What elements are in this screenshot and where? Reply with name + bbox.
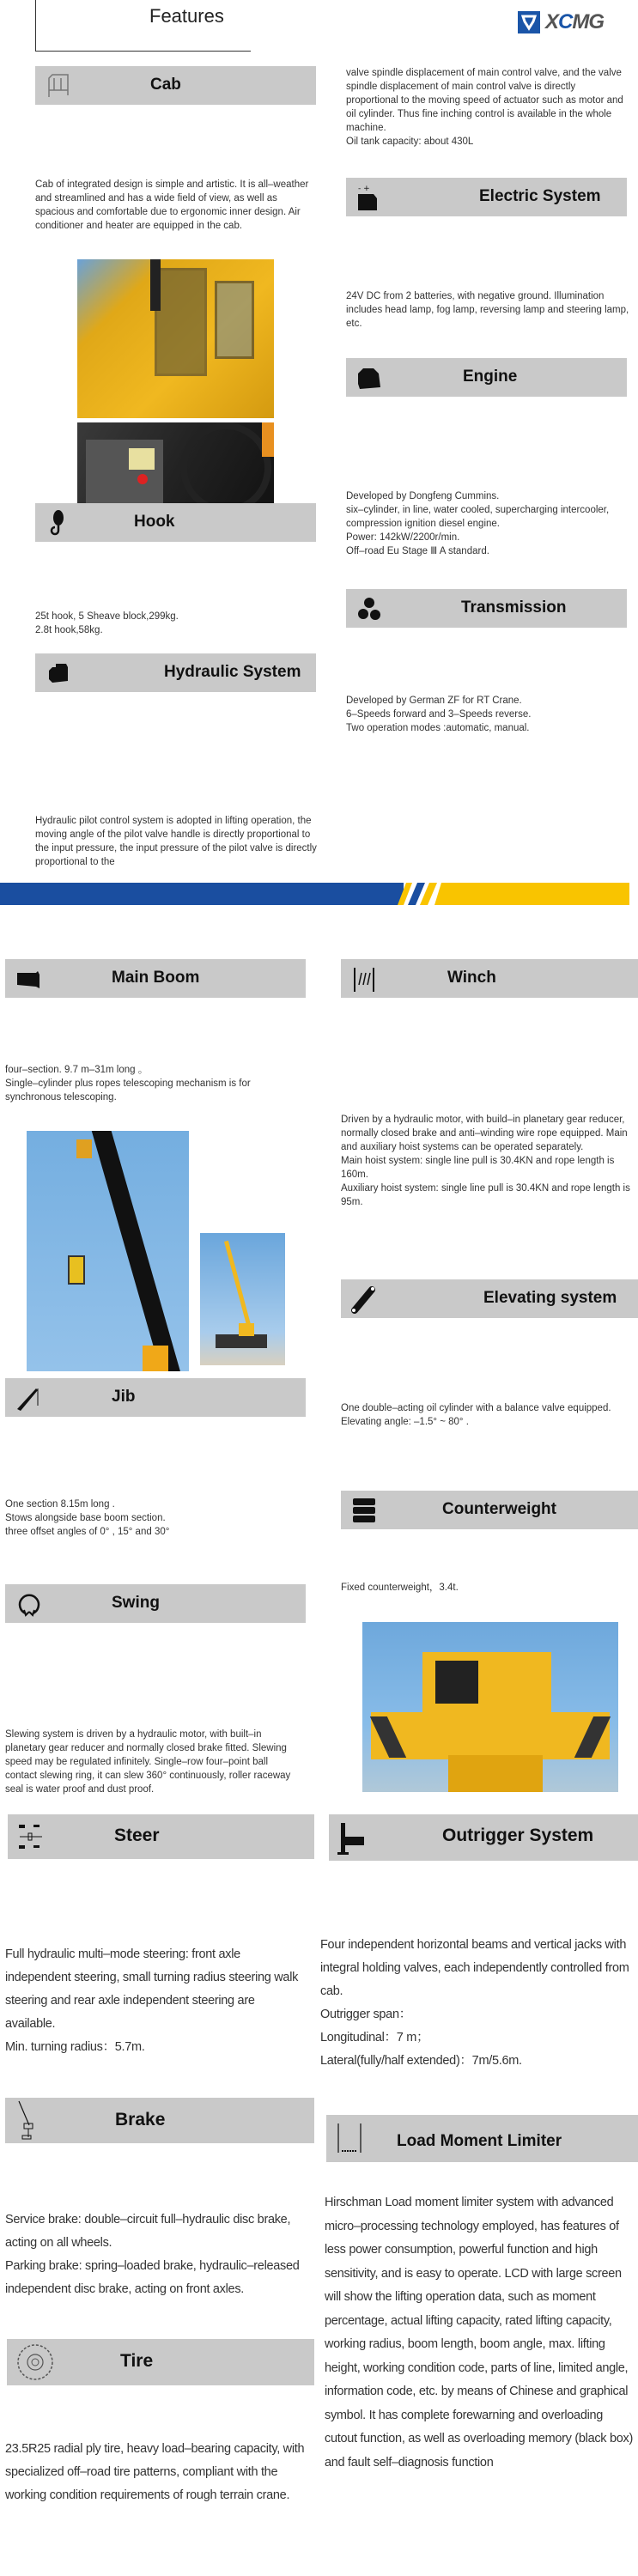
stripe-blue	[0, 883, 404, 905]
jib-line: Stows alongside base boom section.	[5, 1513, 166, 1523]
section-header-elevating	[341, 1279, 638, 1318]
outrigger-description	[320, 1934, 638, 2073]
jib-line: three offset angles of 0° , 15° and 30°	[5, 1527, 170, 1537]
cab-exterior-photo	[77, 259, 274, 418]
brake-description	[5, 2208, 314, 2301]
elevating-description	[341, 1401, 638, 1429]
section-header-counterweight	[341, 1491, 638, 1529]
section-title-cab: Cab	[150, 76, 181, 94]
hook-icon	[44, 508, 73, 538]
section-header-swing	[5, 1584, 306, 1623]
swing-description: Slewing system is driven by a hydraulic motor, with built–in planetary gear reducer and normally closed brake fitted. Slewing speed may be regulated infinitely. Single–row four–point ball contact slewing ring, it can slew 360° continuously, roller raceway seal is water proof and dust proof.	[5, 1729, 291, 1795]
elevating-line: Elevating angle: –1.5° ~ 80° .	[341, 1417, 469, 1427]
section-header-hook	[35, 503, 316, 542]
cylinder-icon	[349, 1285, 379, 1314]
section-header-transmission	[346, 589, 627, 628]
main-boom-photo	[27, 1131, 189, 1371]
lml-icon	[335, 2122, 364, 2156]
jib-description	[5, 1498, 301, 1539]
hydraulic-description-continued	[346, 66, 629, 149]
hydraulic-pump-icon	[44, 659, 73, 688]
section-title-main-boom: Main Boom	[112, 969, 200, 987]
section-header-main-boom	[5, 959, 306, 998]
engine-line: Power: 142kW/2200r/min.	[346, 532, 460, 543]
outrigger-line: Lateral(fully/half extended)：7m/5.6m.	[320, 2054, 522, 2068]
tire-description: 23.5R25 radial ply tire, heavy load–bearing capacity, with specialized off–road tire patterns, compliant with the working condition requirements of rough terrain crane.	[5, 2442, 305, 2502]
counterweight-photo	[362, 1622, 618, 1792]
jib-line: One section 8.15m long .	[5, 1499, 115, 1510]
main-boom-line: four–section. 9.7 m–31m long 。	[5, 1065, 149, 1075]
section-title-winch: Winch	[447, 969, 496, 987]
logo-letter: G	[588, 10, 605, 33]
hydraulic-cont-line: Oil tank capacity: about 430L	[346, 137, 474, 147]
logo-letter: X	[545, 10, 559, 33]
xcmg-logo-text	[545, 10, 604, 34]
section-title-jib: Jib	[112, 1388, 136, 1406]
counterweight-description: Fixed counterweight，3.4t.	[341, 1583, 459, 1593]
jib-icon	[14, 1383, 43, 1413]
winch-line: Main hoist system: single line pull is 30.4KN and rope length is 160m.	[341, 1156, 615, 1180]
steer-description	[5, 1943, 306, 2059]
battery-icon	[355, 183, 384, 212]
stripe-yellow	[434, 883, 629, 905]
swing-icon	[14, 1589, 43, 1619]
engine-icon	[355, 363, 384, 392]
brake-icon	[14, 2099, 43, 2141]
transmission-line: Developed by German ZF for RT Crane.	[346, 696, 522, 706]
section-title-hook: Hook	[134, 513, 175, 531]
winch-description	[341, 1113, 638, 1209]
transmission-line: Two operation modes :automatic, manual.	[346, 723, 530, 733]
outrigger-line: Outrigger span：	[320, 2008, 411, 2021]
section-title-brake: Brake	[115, 2110, 166, 2129]
section-title-lml: Load Moment Limiter	[397, 2132, 562, 2150]
section-header-winch	[341, 959, 638, 998]
brake-line: Service brake: double–circuit full–hydraulic disc brake, acting on all wheels.	[5, 2213, 291, 2250]
steer-line: Min. turning radius：5.7m.	[5, 2040, 145, 2054]
xcmg-logo	[518, 10, 604, 34]
svg-text:- +: - +	[358, 185, 370, 193]
xcmg-logo-mark-icon	[518, 11, 540, 33]
winch-line: Driven by a hydraulic motor, with build–in planetary gear reducer, normally closed brake and anti–winding wire rope equipped. Main and auxiliary hoist systems can be operated separately.	[341, 1115, 628, 1152]
section-header-steer	[8, 1814, 314, 1859]
section-title-outrigger: Outrigger System	[442, 1826, 594, 1845]
winch-icon	[349, 964, 379, 993]
section-header-tire	[7, 2339, 314, 2385]
hook-line: 25t hook, 5 Sheave block,299kg.	[35, 611, 179, 622]
electric-description: 24V DC from 2 batteries, with negative ground. Illumination includes head lamp, fog lamp, reversing lamp and steering lamp, etc.	[346, 291, 629, 329]
section-header-hydraulic	[35, 653, 316, 692]
transmission-description	[346, 694, 629, 735]
hydraulic-cont-line: valve spindle displacement of main control valve, and the valve spindle displacement of main control valve is directly proportional to the moving speed of actuator such as motor and oil cylinder. Thus fine inching control is available in the whole machine.	[346, 68, 623, 133]
section-header-brake	[5, 2098, 314, 2143]
brake-line: Parking brake: spring–loaded brake, hydraulic–released independent disc brake, acting on front axles.	[5, 2259, 300, 2296]
engine-line: six–cylinder, in line, water cooled, supercharging intercooler, compression ignition diesel engine.	[346, 505, 610, 529]
brand-stripe	[0, 883, 638, 905]
hook-line: 2.8t hook,58kg.	[35, 625, 103, 635]
lml-description: Hirschman Load moment limiter system with advanced micro–processing technology employed, has features of less power consumption, powerful function and high sensitivity, and is easy to operate. LCD with large screen will show the lifting operation data, such as moment percentage, actual lifting capacity, rated lifting capacity, working radius, boom length, boom angle, max. lifting height, working condition code, parts of line, limited angle, information code, etc. by means of Chinese and graphical symbol. It has complete forewarning and overloading cutout function, as well as overloading memory (black box) and fault self–diagnosis function	[325, 2196, 633, 2470]
section-header-outrigger	[329, 1814, 638, 1861]
steer-icon	[16, 1822, 46, 1851]
section-title-transmission: Transmission	[461, 598, 567, 617]
hydraulic-description: Hydraulic pilot control system is adopted in lifting operation, the moving angle of the pilot valve handle is directly proportional to the input pressure, the input pressure of the pilot valve is directly proportional to the	[35, 816, 317, 867]
section-header-engine	[346, 358, 627, 397]
outrigger-icon	[337, 1821, 367, 1856]
steer-line: Full hydraulic multi–mode steering: front axle independent steering, small turning radius steering walk steering and rear axle independent steering are available.	[5, 1947, 299, 2031]
logo-letter: C	[558, 10, 573, 33]
section-header-electric	[346, 178, 627, 216]
transmission-line: 6–Speeds forward and 3–Speeds reverse.	[346, 709, 532, 720]
gears-icon	[355, 594, 384, 623]
cab-icon	[44, 71, 73, 100]
winch-line: Auxiliary hoist system: single line pull is 30.4KN and rope length is 95m.	[341, 1183, 630, 1207]
main-boom-description	[5, 1063, 301, 1104]
engine-description	[346, 489, 629, 558]
section-title-hydraulic: Hydraulic System	[164, 663, 301, 681]
elevating-line: One double–acting oil cylinder with a balance valve equipped.	[341, 1403, 611, 1413]
logo-letter: M	[572, 10, 589, 33]
section-title-electric: Electric System	[479, 187, 601, 205]
section-header-lml	[326, 2115, 638, 2162]
page-title: Features	[149, 5, 224, 27]
boom-icon	[14, 964, 43, 993]
hook-description	[35, 610, 310, 637]
section-title-elevating: Elevating system	[483, 1289, 617, 1307]
section-header-cab	[35, 66, 316, 105]
title-frame	[35, 0, 251, 52]
counterweight-icon	[349, 1496, 379, 1525]
cab-description: Cab of integrated design is simple and artistic. It is all–weather and streamlined and has a wide field of view, as well as spacious and comfortable due to ergonomic inner design. Air conditioner and heater are equipped in the cab.	[35, 179, 309, 231]
outrigger-line: Four independent horizontal beams and vertical jacks with integral holding valves, each independently controlled from cab.	[320, 1938, 629, 1998]
section-title-engine: Engine	[463, 368, 518, 386]
engine-line: Developed by Dongfeng Cummins.	[346, 491, 500, 501]
tire-icon	[15, 2342, 55, 2382]
section-title-tire: Tire	[120, 2351, 154, 2371]
outrigger-line: Longitudinal：7 m；	[320, 2031, 429, 2044]
crane-full-photo	[200, 1233, 285, 1365]
section-header-jib	[5, 1378, 306, 1417]
engine-line: Off–road Eu Stage Ⅲ A standard.	[346, 546, 489, 556]
main-boom-line: Single–cylinder plus ropes telescoping mechanism is for synchronous telescoping.	[5, 1078, 251, 1103]
section-title-counterweight: Counterweight	[442, 1500, 556, 1518]
section-title-swing: Swing	[112, 1594, 160, 1612]
section-title-steer: Steer	[114, 1826, 160, 1845]
